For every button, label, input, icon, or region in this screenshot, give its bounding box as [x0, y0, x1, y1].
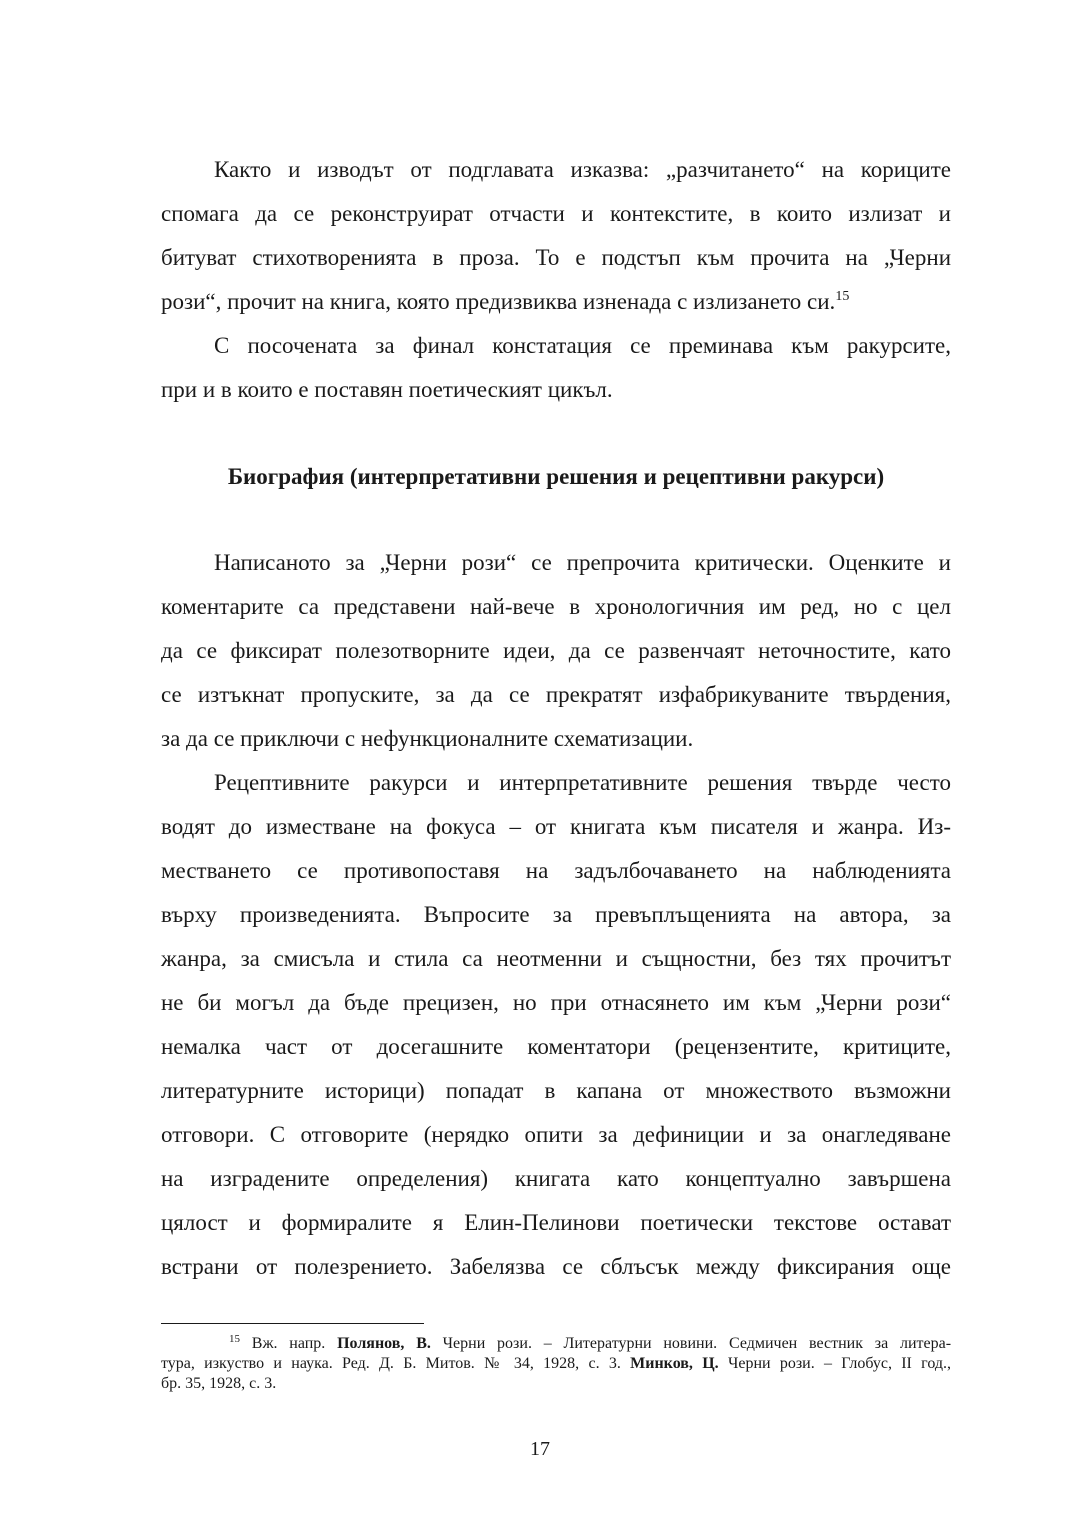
paragraph-4-line: встрани от полезрението. Забелязва се сблъсък между фиксирания още	[161, 1254, 951, 1279]
paragraph-4-line: водят до изместване на фокуса – от книгата към писателя и жанра. Из-	[161, 814, 951, 839]
footnote-line: $^{15}$ Вж. напр. Полянов, В. Черни рози. – Литературни новини. Седмичен вестник за литера-	[229, 1333, 952, 1352]
footnote-line: тура, изкуство и наука. Ред. Д. Б. Митов. № 34, 1928, с. 3. Минков, Ц. Черни рози. – Глобус, II год.,	[161, 1355, 952, 1372]
paragraph-4-line: на изградените определения) книгата като концептуално завършена	[161, 1166, 951, 1191]
paragraph-4-line: немалка част от досегашните коментатори (рецензентите, критиците,	[161, 1034, 951, 1059]
paragraph-3-line: коментарите са представени най-вече в хронологичния им ред, но с цел	[161, 594, 951, 619]
paragraph-3-line: за да се приключи с нефункционалните схематизации.	[161, 726, 694, 751]
footnote-author: Полянов, В.	[337, 1335, 431, 1352]
paragraph-2-line: С посочената за финал констатация се преминава към ракурсите,	[214, 333, 951, 358]
footnote-line: бр. 35, 1928, с. 3.	[161, 1375, 277, 1392]
footnote-author: Минков, Ц.	[630, 1355, 719, 1372]
paragraph-1-line: рози“, прочит на книга, която предизвиква изненада с излизането си.$^{15}$	[161, 289, 850, 314]
page-number: 17	[530, 1438, 550, 1460]
section-heading: Биография (интерпретативни решения и рецептивни ракурси)	[227, 464, 885, 489]
paragraph-1	[161, 148, 951, 324]
paragraph-1-line: спомага да се реконструират отчасти и контекстите, в които излизат и	[161, 201, 951, 226]
footnote	[161, 1334, 951, 1394]
paragraph-4-line: литературните историци) попадат в капана от множеството възможни	[161, 1078, 951, 1103]
paragraph-2	[161, 324, 951, 412]
paragraph-4-line: жанра, за смисъла и стила са неотменни и същностни, без тях прочитът	[161, 946, 951, 971]
paragraph-1-line: битуват стихотворенията в проза. То е подстъп към прочита на „Черни	[161, 245, 951, 270]
footnote-reference: 15	[835, 289, 850, 304]
paragraph-4-line: отговори. С отговорите (нерядко опити за дефиниции и за онагледяване	[161, 1122, 951, 1147]
paragraph-3-line: да се фиксират полезотворните идеи, да се развенчаят неточностите, като	[161, 638, 951, 663]
paragraph-3-line: се изтъкнат пропуските, за да се прекратят изфабрикуваните твърдения,	[161, 682, 951, 707]
footnote-number: 15	[229, 1333, 240, 1345]
paragraph-1-line: Както и изводът от подглавата изказва: „разчитането“ на кориците	[214, 157, 951, 182]
paragraph-2-line: при и в които е поставян поетическият цикъл.	[161, 377, 613, 402]
paragraph-3	[161, 541, 951, 761]
paragraph-4-line: местването се противопоставя на задълбочаването на наблюденията	[161, 858, 951, 883]
footnote-separator	[161, 1323, 424, 1324]
paragraph-4-line: не би могъл да бъде прецизен, но при отнасянето им към „Черни рози“	[161, 990, 951, 1015]
paragraph-4-line: върху произведенията. Въпросите за превъплъщенията на автора, за	[161, 902, 951, 927]
paragraph-4-line: цялост и формиралите я Елин-Пелинови поетически текстове остават	[161, 1210, 951, 1235]
paragraph-4-line: Рецептивните ракурси и интерпретативните решения твърде често	[214, 770, 951, 795]
paragraph-3-line: Написаното за „Черни рози“ се препрочита критически. Оценките и	[214, 550, 951, 575]
paragraph-4	[161, 761, 951, 1289]
